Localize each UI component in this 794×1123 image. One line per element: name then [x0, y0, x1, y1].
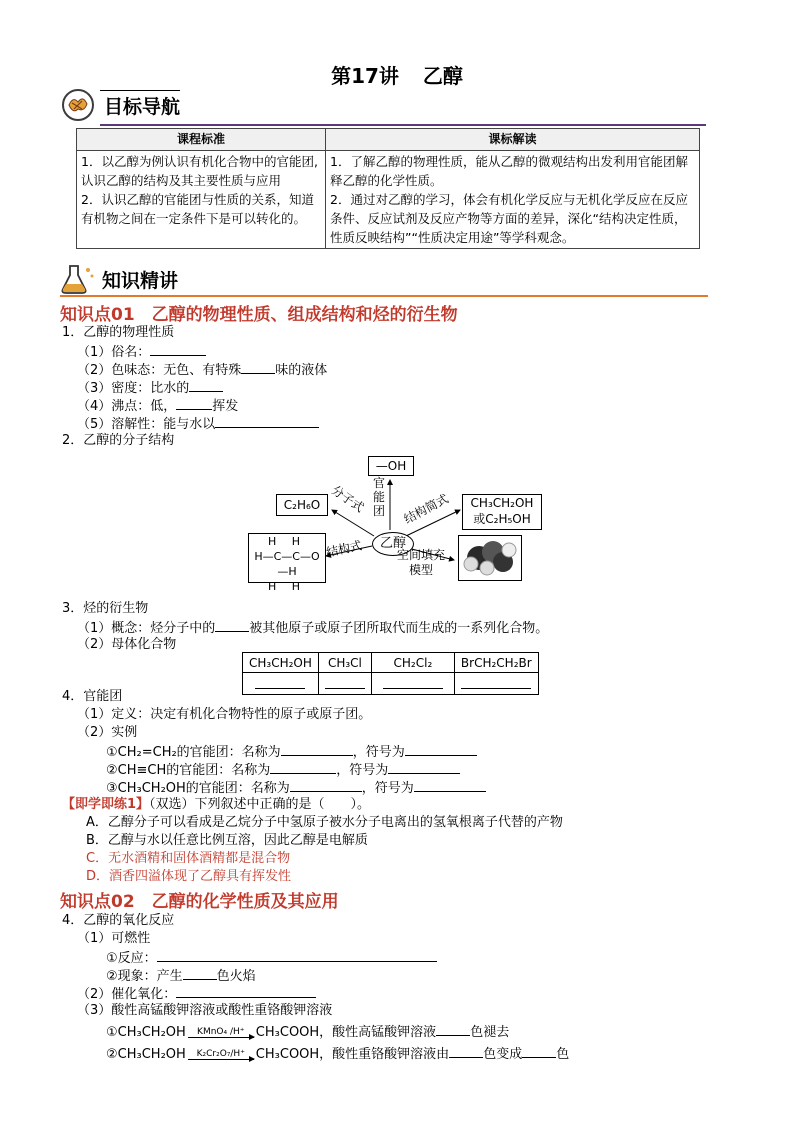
molecule-model-image: [459, 536, 521, 580]
kp1-ex1: ①CH₂=CH₂的官能团：名称为 ，符号为: [106, 742, 477, 762]
kp2-reaction2: ②CH₃CH₂OH K₂Cr₂O₇/H⁺ CH₃COOH，酸性重铬酸钾溶液由 色变成 色: [106, 1044, 569, 1064]
deriv-blank-cell: [243, 673, 319, 695]
knowledge-section-header: [58, 262, 178, 296]
reaction-arrow: KMnO₄ /H⁺: [188, 1028, 254, 1038]
kp1-item5: （5）溶解性：能与水以: [77, 414, 319, 434]
label-model: 空间填充模型: [396, 548, 445, 577]
kp1-item4: （4）沸点：低， 挥发: [77, 396, 238, 416]
kp2-c2: （2）催化氧化：: [77, 984, 316, 1004]
kp1-f2: （2）实例: [77, 725, 138, 740]
std-cell-left: 1．以乙醇为例认识有机化合物中的官能团,认识乙醇的结构及其主要性质与应用 2．认识乙醇的官能团与性质的关系，知道有机物之间在一定条件下是可以转化的。: [77, 151, 326, 249]
option-c: C．无水酒精和固体酒精都是混合物: [86, 851, 291, 866]
lesson-topic: 乙醇: [422, 64, 463, 88]
kp1-d1: （1）概念：烃分子中的 被其他原子或原子团所取代而生成的一系列化合物。: [77, 618, 548, 638]
std-cell-right: 1．了解乙醇的物理性质，能从乙醇的微观结构出发利用官能团解释乙醇的化学性质。 2．通过对乙醇的学习，体会有机化学反应与无机化学反应在反应条件、反应试剂及反应产物等方面的差异，深化“结构决定性质，性质反映结构”“性质决定用途”等学科观念。: [326, 151, 700, 249]
label-simple: 结构简式: [401, 491, 451, 527]
kp1-ex3: ③CH₃CH₂OH的官能团：名称为 ，符号为: [106, 778, 486, 798]
kp1-item3: （3）密度：比水的: [77, 378, 223, 398]
option-b: B．乙醇与水以任意比例互溶，因此乙醇是电解质: [86, 833, 368, 848]
space-filling-model-box: [458, 535, 522, 581]
deriv-cell: CH₃CH₂OH: [243, 653, 319, 673]
deriv-blank-cell: [454, 673, 538, 695]
option-a: A．乙醇分子可以看成是乙烷分子中氢原子被水分子电离出的氢氧根离子代替的产物: [86, 815, 563, 830]
kp2-reaction1: ①CH₃CH₂OH KMnO₄ /H⁺ CH₃COOH，酸性高锰酸钾溶液 色褪去: [106, 1022, 509, 1042]
kp2-c1b: ②现象：产生 色火焰: [106, 966, 256, 986]
lesson-number: 第17讲: [331, 64, 399, 88]
kp1-h2: 2．乙醇的分子结构: [62, 433, 175, 448]
kp2-h1: 4．乙醇的氧化反应: [62, 913, 175, 928]
kp2-title: 知识点02 乙醇的化学性质及其应用: [60, 892, 339, 912]
kp2-c1: （1）可燃性: [77, 931, 151, 946]
derivative-table: [242, 652, 539, 695]
kp1-item2: （2）色味态：无色、有特殊 味的液体: [77, 360, 327, 380]
label-structural: 结构式: [325, 538, 364, 560]
kp1-d2: （2）母体化合物: [77, 637, 177, 652]
knowledge-rule: [60, 295, 708, 297]
molecular-formula-box: C₂H₆O: [276, 494, 328, 516]
deriv-cell: BrCH₂CH₂Br: [454, 653, 538, 673]
std-header-left: 课程标准: [77, 129, 326, 151]
deriv-cell: CH₂Cl₂: [371, 653, 454, 673]
flask-icon: [58, 262, 96, 296]
deriv-cell: CH₃Cl: [318, 653, 371, 673]
option-d: D．酒香四溢体现了乙醇具有挥发性: [86, 869, 292, 884]
deriv-blank-cell: [318, 673, 371, 695]
structural-formula-box: H H H—C—C—O—H H H: [248, 533, 326, 583]
page-title: [0, 60, 794, 89]
reaction-arrow: K₂Cr₂O₇/H⁺: [188, 1050, 254, 1060]
kp1-h4: 4．官能团: [62, 689, 123, 704]
kp1-item1: （1）俗名：: [77, 342, 206, 362]
kp1-title: 知识点01 乙醇的物理性质、组成结构和烃的衍生物: [60, 305, 458, 325]
kp2-c3: （3）酸性高锰酸钾溶液或酸性重铬酸钾溶液: [77, 1003, 333, 1018]
label-functional-group: 官能团: [373, 476, 386, 518]
kp2-c1a: ①反应：: [106, 948, 437, 968]
std-header-right: 课标解读: [326, 129, 700, 151]
kp1-h3: 3．烃的衍生物: [62, 601, 149, 616]
deriv-blank-cell: [371, 673, 454, 695]
kp1-h1: 1．乙醇的物理性质: [62, 325, 175, 340]
condensed-formula-box: CH₃CH₂OH 或C₂H₅OH: [462, 494, 542, 530]
hydroxyl-box: —OH: [368, 456, 414, 476]
label-molecular: 分子式: [328, 482, 367, 515]
kp1-f1: （1）定义：决定有机化合物特性的原子或原子团。: [77, 707, 372, 722]
practice-question: 【即学即练1】（双选）下列叙述中正确的是（ ）。: [62, 797, 371, 812]
center-ethanol: 乙醇: [372, 532, 414, 556]
goal-section-header: [60, 88, 180, 122]
brain-icon: [60, 88, 96, 122]
kp1-ex2: ②CH≡CH的官能团：名称为 ，符号为: [106, 760, 460, 780]
goal-rule: [100, 124, 706, 126]
standards-table: [76, 128, 700, 249]
knowledge-section-title: 知识精讲: [102, 269, 179, 292]
goal-section-title: 目标导航: [104, 95, 181, 118]
